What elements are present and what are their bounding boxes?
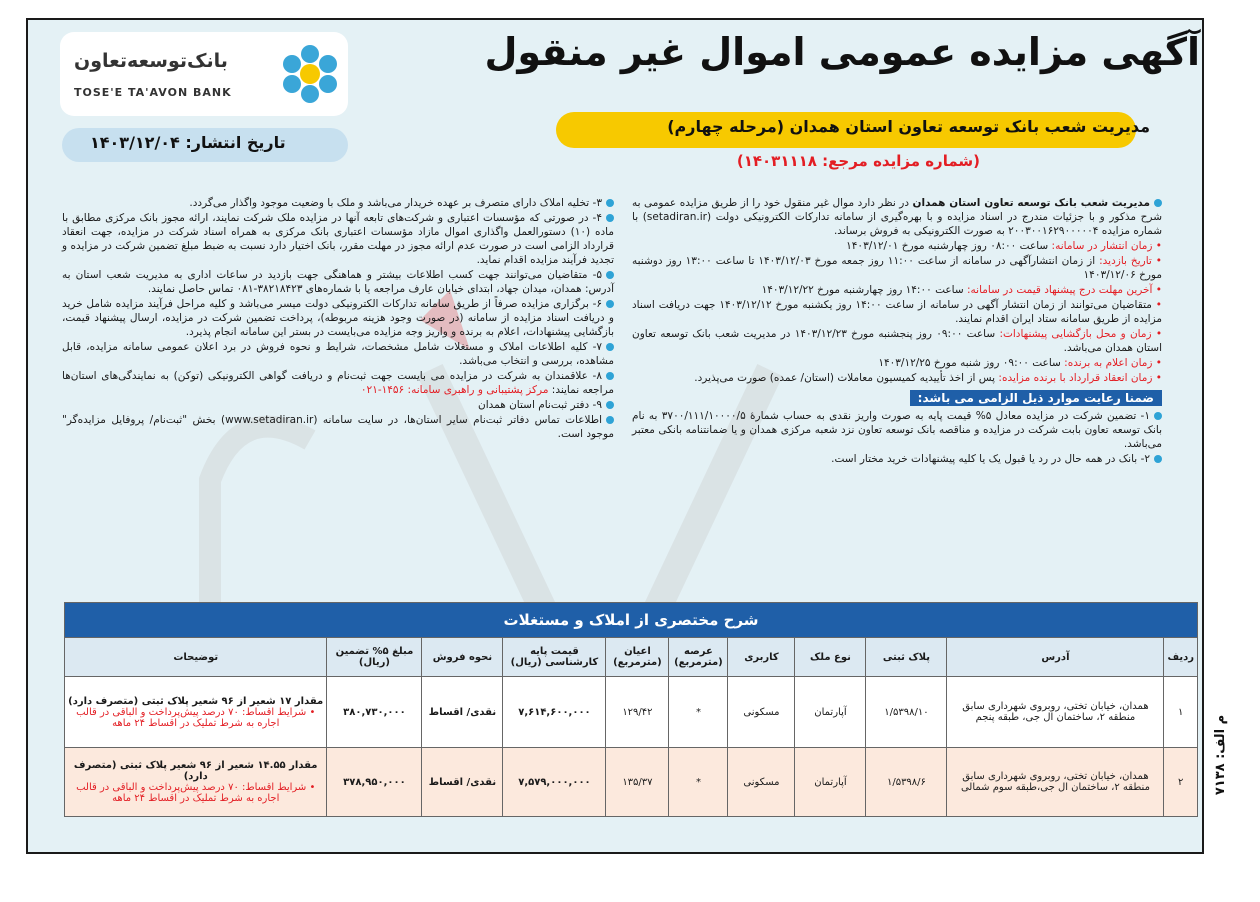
bullet-icon [606,401,614,409]
table-row: ۲ همدان، خیابان تختی، روبروی شهرداری سابق منطقه ۲، ساختمان ال جی،طبقه سوم شمالی ۱/۵۳۹۸/۶ آپارتمان مسکونی * ۱۳۵/۳۷ ۷,۵۷۹,۰۰۰,۰۰۰ نقدی/ اقساط ۳۷۸,۹۵۰,۰۰۰ مقدار ۱۴.۵۵ شعیر از ۹۶ شعیر پلاک ثبتی (متصرف دارد) • شرایط اقساط: ۷۰ درصد پیش‌پرداخت و الباقی در قالب اجاره به شرط تملیک در اقساط ۲۴ ماهه [65,748,1198,817]
col-header: کاربری [728,638,795,677]
list-item: • زمان انتشار در سامانه: ساعت ۰۸:۰۰ روز چهارشنبه مورخ ۱۴۰۳/۱۲/۰۱ [846,240,1162,252]
description-cell: مقدار ۱۷ شعیر از ۹۶ شعیر پلاک ثبتی (متصرف دارد) • شرایط اقساط: ۷۰ درصد پیش‌پرداخت و الباقی در قالب اجاره به شرط تملیک در اقساط ۲۴ ماهه [65,677,327,748]
bullet-icon [606,372,614,380]
logo-name-en: TOSE'E TA'AVON BANK [74,86,232,99]
bullet-icon [606,300,614,308]
support-phone: مرکز پشتیبانی و راهبری سامانه: ۱۴۵۶-۰۲۱ [360,384,552,396]
col-header: آدرس [947,638,1164,677]
intro-text: در نظر دارد موال غیر منقول خود را از طریق مزایده عمومی به شرح مذکور و با جزئیات مندرج در اسناد مزایده و با بهره‌گیری از سامانه تدارکات الکترونیکی دولت (setadiran.ir) با شماره مزایده ۲۰۰۳۰۰۱۶۲۹۰۰۰۰۰۴ به صورت الکترونیکی به فروش برساند. [632,197,1162,237]
list-item: • زمان و محل بازگشایی پیشنهادات: ساعت ۰۹:۰۰ روز پنجشنبه مورخ ۱۴۰۳/۱۲/۲۳ در مدیریت شعب بانک توسعه تعاون استان همدان می‌باشد. [632,328,1163,354]
list-item: • متقاضیان می‌توانند از زمان انتشار آگهی در سامانه از ساعت ۱۴:۰۰ روز یکشنبه مورخ ۱۴۰۳/۱۲/۱۲ جهت دریافت اسناد مزایده از طریق سامانه ستاد ایران اقدام نمایند. [632,299,1162,325]
subtitle: مدیریت شعب بانک توسعه تعاون استان همدان (مرحله چهارم) [667,117,1150,136]
bullet-icon [1154,199,1162,207]
col-header: مبلغ ۵% تضمین (ریال) [327,638,422,677]
intro-bold: مدیریت شعب بانک توسعه تعاون استان همدان [912,197,1150,209]
col-header: نوع ملک [795,638,866,677]
side-code-text: م الف: ۷۱۳۸ [1213,714,1228,796]
bullet-icon [606,343,614,351]
bullet-icon [606,214,614,222]
col-header: عرصه (مترمربع) [669,638,728,677]
list-item: • زمان اعلام به برنده: ساعت ۰۹:۰۰ روز شنبه مورخ ۱۴۰۳/۱۲/۲۵ [878,357,1162,369]
list-item: ۵- متقاضیان می‌توانند جهت کسب اطلاعات بیشتر و هماهنگی جهت بازدید در ساعات اداری به مدیریت شعب استان به آدرس: همدان، میدان جهاد، ابتدای خیابان عارف مراجعه یا با شماره‌های ۳۸۲۱۸۴۲۳-۰۸۱ تماس حاصل نمایند. [62,269,614,295]
description-cell: مقدار ۱۴.۵۵ شعیر از ۹۶ شعیر پلاک ثبتی (متصرف دارد) • شرایط اقساط: ۷۰ درصد پیش‌پرداخت و الباقی در قالب اجاره به شرط تملیک در اقساط ۲۴ ماهه [65,748,327,817]
list-item: ۳- تخلیه املاک دارای متصرف بر عهده خریدار می‌باشد و ملک با وضعیت موجود واگذار می‌گردد. [62,196,614,210]
col-header: اعیان (مترمربع) [606,638,669,677]
bullet-icon [606,271,614,279]
col-header: نحوه فروش [422,638,503,677]
page-title: آگهی مزایده عمومی اموال غیر منقول [484,30,1200,74]
bank-logo-icon [278,42,342,106]
notice-heading: ضمنا رعایت موارد ذیل الزامی می باشد: [910,390,1162,406]
note-item: ۲- بانک در همه حال در رد یا قبول یک یا کلیه پیشنهادات خرید مختار است. [632,452,1162,466]
col-header: پلاک ثبتی [866,638,947,677]
list-item: ۴- در صورتی که مؤسسات اعتباری و شرکت‌های تابعه آنها در مزایده ملک شرکت نمایند، ارائه مجوز بانک مرکزی مطابق با ماده (۱۰) دستورالعمل واگذاری اموال مازاد مؤسسات اعتباری بانک مرکزی به همراه اسناد شرکت در مزایده، جهت انعقاد قرارداد الزامی است در صورت عدم ارائه مجوز در مهلت مقرر، بانک اختیار دارد نسبت به ضبط مبلغ تضمین شرکت در مزایده و تجدید فرآیند مزایده اقدام نماید. [62,212,615,266]
bullet-icon [1154,412,1162,420]
right-column [632,196,1162,467]
list-item: ۷- کلیه اطلاعات املاک و مستغلات شامل مشخصات، شرایط و نحوه فروش در برد اعلان عمومی سامانه مزایده، قابل مشاهده، بررسی و انتخاب می‌باشد. [62,341,614,367]
table-title: شرح مختصری از املاک و مستغلات [65,603,1198,638]
bullet-icon [1154,455,1162,463]
publish-date: تاریخ انتشار: ۱۴۰۳/۱۲/۰۴ [90,133,286,152]
property-table [64,602,1198,817]
list-item: • آخرین مهلت درج پیشنهاد قیمت در سامانه: ساعت ۱۴:۰۰ روز چهارشنبه مورخ ۱۴۰۳/۱۲/۲۲ [761,284,1162,296]
reference-number: (شماره مزایده مرجع: ۱۴۰۳۱۱۱۸) [736,152,980,170]
intro-paragraph [632,196,1162,238]
list-item: ۹- دفتر ثبت‌نام استان همدان [62,398,614,412]
note-item: ۱- تضمین شرکت در مزایده معادل ۵% قیمت پایه به صورت واریز نقدی به حساب شمارهٔ ۳۷۰۰/۱۱۱/۱۰۰۰۰/۵ به نام بانک توسعه تعاون بابت شرکت در مزایده و مناقصه بانک توسعه تعاون نزد شعبه مرکزی همدان و یا ضمانتنامه بانکی معتبر می‌باشد. [632,410,1162,450]
side-code [1212,690,1236,820]
list-item: • زمان انعقاد قرارداد با برنده مزایده: پس از اخذ تأییدیه کمیسیون معاملات (استان/ عمده) صورت می‌پذیرد. [694,372,1162,384]
table-row: ۱ همدان، خیابان تختی، روبروی شهرداری سابق منطقه ۲، ساختمان ال جی، طبقه پنجم ۱/۵۳۹۸/۱۰ آپارتمان مسکونی * ۱۲۹/۴۲ ۷,۶۱۴,۶۰۰,۰۰۰ نقدی/ اقساط ۳۸۰,۷۳۰,۰۰۰ مقدار ۱۷ شعیر از ۹۶ شعیر پلاک ثبتی (متصرف دارد) • شرایط اقساط: ۷۰ درصد پیش‌پرداخت و الباقی در قالب اجاره به شرط تملیک در اقساط ۲۴ ماهه [65,677,1198,748]
list-item: • تاریخ بازدید: از زمان انتشارآگهی در سامانه از ساعت ۱۱:۰۰ روز جمعه مورخ ۱۴۰۳/۱۲/۰۳ تا ساعت ۱۳:۰۰ روز دوشنبه مورخ ۱۴۰۳/۱۲/۰۶ [632,255,1162,281]
bullet-icon [606,199,614,207]
table-header-row [65,638,1198,677]
col-header: ردیف [1164,638,1198,677]
logo-name-fa: بانک‌توسعه‌تعاون [74,50,228,72]
col-header: قیمت پایه کارشناسی (ریال) [503,638,606,677]
col-header: توضیحات [65,638,327,677]
left-column [62,196,614,442]
list-item: ۸- علاقمندان به شرکت در مزایده می بایست جهت ثبت‌نام و دریافت گواهی الکترونیکی (توکن) به نمایندگی‌های استان‌ها مراجعه نمایند: مرکز پشتیبانی و راهبری سامانه: ۱۴۵۶-۰۲۱ [62,370,614,396]
list-item: ۶- برگزاری مزایده صرفاً از طریق سامانه تدارکات الکترونیکی دولت میسر می‌باشد و کلیه مراحل فرآیند مزایده شامل خرید و دریافت اسناد مزایده از سامانه (در صورت وجود هزینه مربوطه)، پرداخت تضمین شرکت در مزایده، ارسال پیشنهاد قیمت، بازگشایی پیشنهادات، اعلام به برنده و واریز وجه مزایده می‌بایست در بستر این سامانه انجام پذیرد. [62,298,614,338]
list-item: اطلاعات تماس دفاتر ثبت‌نام سایر استان‌ها، در سایت سامانه (www.setadiran.ir) بخش "ثبت‌نام/ پروفایل مزایده‌گر" موجود است. [62,414,614,440]
bullet-icon [606,416,614,424]
